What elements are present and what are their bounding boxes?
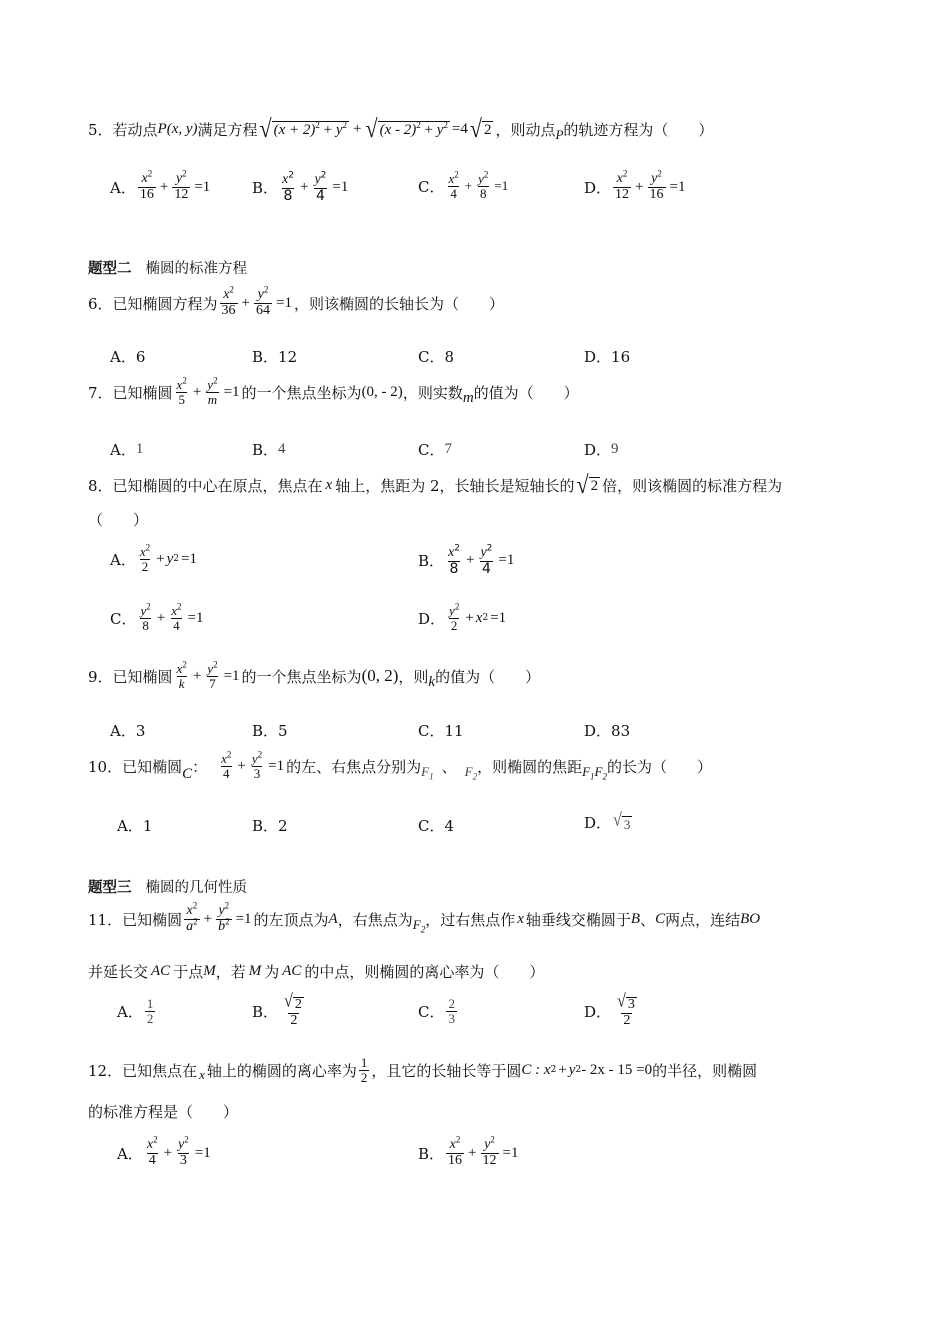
q10-option-d[interactable]: D． √ 3 — [584, 809, 631, 832]
q9-option-a[interactable]: A．3 — [110, 722, 146, 740]
q11-option-b[interactable]: B． √ 2 2 — [252, 991, 302, 1028]
question-11-stem-line2: 并延长交 AC 于点 M ，若 M 为 AC 的中点，则椭圆的离心率为（ ） — [88, 963, 545, 981]
q11-option-a[interactable]: A． $\frac{1}{2}$ — [117, 996, 154, 1026]
q5-option-a[interactable]: A． $\frac{x^2}{16}$ + $\frac{y^2}{12}$ =1 — [110, 168, 211, 202]
section-heading-3: 题型三 椭圆的几何性质 — [88, 879, 247, 896]
q5-option-d[interactable]: D． $\frac{x^2}{12}$ + $\frac{y^2}{16}$ =1 — [584, 168, 686, 202]
question-8-stem: 8．已知椭圆的中心在原点，焦点在 x 轴上，焦距为 2，长轴长是短轴长的 √ 2 倍，则该椭圆的标准方程为 — [88, 470, 783, 499]
q5-option-c[interactable]: C． $\frac{x^2}{4}$ + $\frac{y^2}{8}$ =1 — [418, 169, 509, 201]
q8-option-a[interactable]: A． $\frac{x^2}{2}$ + y 2 =1 — [110, 542, 197, 574]
q6-option-b[interactable]: B．12 — [252, 348, 298, 366]
q12-option-b[interactable]: B． $\frac{x^2}{16}$ + $\frac{y^2}{12}$ =1 — [418, 1134, 519, 1168]
question-12-stem: 12．已知焦点在 x 轴上的椭圆的离心率为 $\frac{1}{2}$ ，且它的长轴长等于圆 C : x 2 + y 2 - 2x - 15 =0 的半径，则椭圆 — [88, 1055, 758, 1085]
q7-option-c[interactable]: C． 7 — [418, 441, 452, 459]
question-5-stem: 5．若动点 P (x, y) 满足方程 √ $(x + 2)^2 + y^2$ + √ $(x - 2)^2 + y^2$ =4 √ 2 ，则动点 P 的轨迹方程为（ ） — [88, 114, 714, 143]
question-9-stem: 9．已知椭圆 $\frac{x^2}{k}$ + $\frac{y^2}{7}$ =1 的一个焦点坐标为 (0, 2) ，则 k 的值为（ ） — [88, 659, 541, 691]
q9-option-c[interactable]: C．11 — [418, 722, 464, 740]
q7-option-d[interactable]: D． 9 — [584, 441, 619, 459]
question-7-stem: 7．已知椭圆 $\frac{x^2}{5}$ + $\frac{y^2}{m}$ =1 的一个焦点坐标为 (0, - 2) ，则实数 m 的值为（ ） — [88, 375, 579, 407]
question-6-stem: 6．已知椭圆方程为 $\frac{x^2}{36}$ + $\frac{y^2}{64}$ =1 ，则该椭圆的长轴长为（ ） — [88, 284, 504, 318]
q10-option-c[interactable]: C．4 — [418, 817, 455, 835]
q5-radical-2: √ $(x - 2)^2 + y^2$ — [365, 114, 448, 143]
q10-option-b[interactable]: B．2 — [252, 817, 288, 835]
q12-option-a[interactable]: A． $\frac{x^2}{4}$ + $\frac{y^2}{3}$ =1 — [117, 1134, 211, 1168]
question-11-stem: 11．已知椭圆 $\frac{x^2}{a^2}$ + $\frac{y^2}{b^2}$ =1 的左顶点为 A ，右焦点为 $F_2$ ，过右焦点作 x 轴垂线交椭圆于 B 、 C 两点，连结 BO — [88, 900, 761, 935]
question-10-stem: 10．已知椭圆 C ： $\frac{x^2}{4}$ + $\frac{y^2}{3}$ =1 的左、右焦点分别为 $F_1$ 、 $F_2$ ，则椭圆的焦距 $F_1F_2$ 的长为（ ） — [88, 749, 712, 782]
question-8-stem-line2: （ ） — [88, 511, 149, 529]
q8-option-c[interactable]: C． $\frac{y^2}{8}$ + $\frac{x^2}{4}$ =1 — [110, 601, 204, 633]
q11-option-d[interactable]: D． √ 3 2 — [584, 991, 635, 1028]
q10-option-a[interactable]: A．1 — [117, 817, 153, 835]
q9-option-b[interactable]: B．5 — [252, 722, 288, 740]
q8-option-d[interactable]: D． $\frac{y^2}{2}$ + x 2 =1 — [418, 601, 507, 633]
q6-option-d[interactable]: D．16 — [584, 348, 631, 366]
q9-option-d[interactable]: D．83 — [584, 722, 631, 740]
question-12-stem-line2: 的标准方程是（ ） — [88, 1103, 239, 1121]
section-heading-2: 题型二 椭圆的标准方程 — [88, 260, 247, 277]
q5-radical-1: √ $(x + 2)^2 + y^2$ — [259, 114, 348, 143]
q6-option-c[interactable]: C．8 — [418, 348, 455, 366]
q6-option-a[interactable]: A．6 — [110, 348, 146, 366]
q11-option-c[interactable]: C． $\frac{2}{3}$ — [418, 996, 455, 1026]
q7-option-b[interactable]: B． 4 — [252, 441, 286, 459]
q5-option-b[interactable]: B． $\frac{x^2}{8}$ + $\frac{y^2}{4}$ =1 — [252, 170, 349, 204]
q8-option-b[interactable]: B． $\frac{x^2}{8}$ + $\frac{y^2}{4}$ =1 — [418, 543, 515, 577]
q7-option-a[interactable]: A． 1 — [110, 441, 144, 459]
